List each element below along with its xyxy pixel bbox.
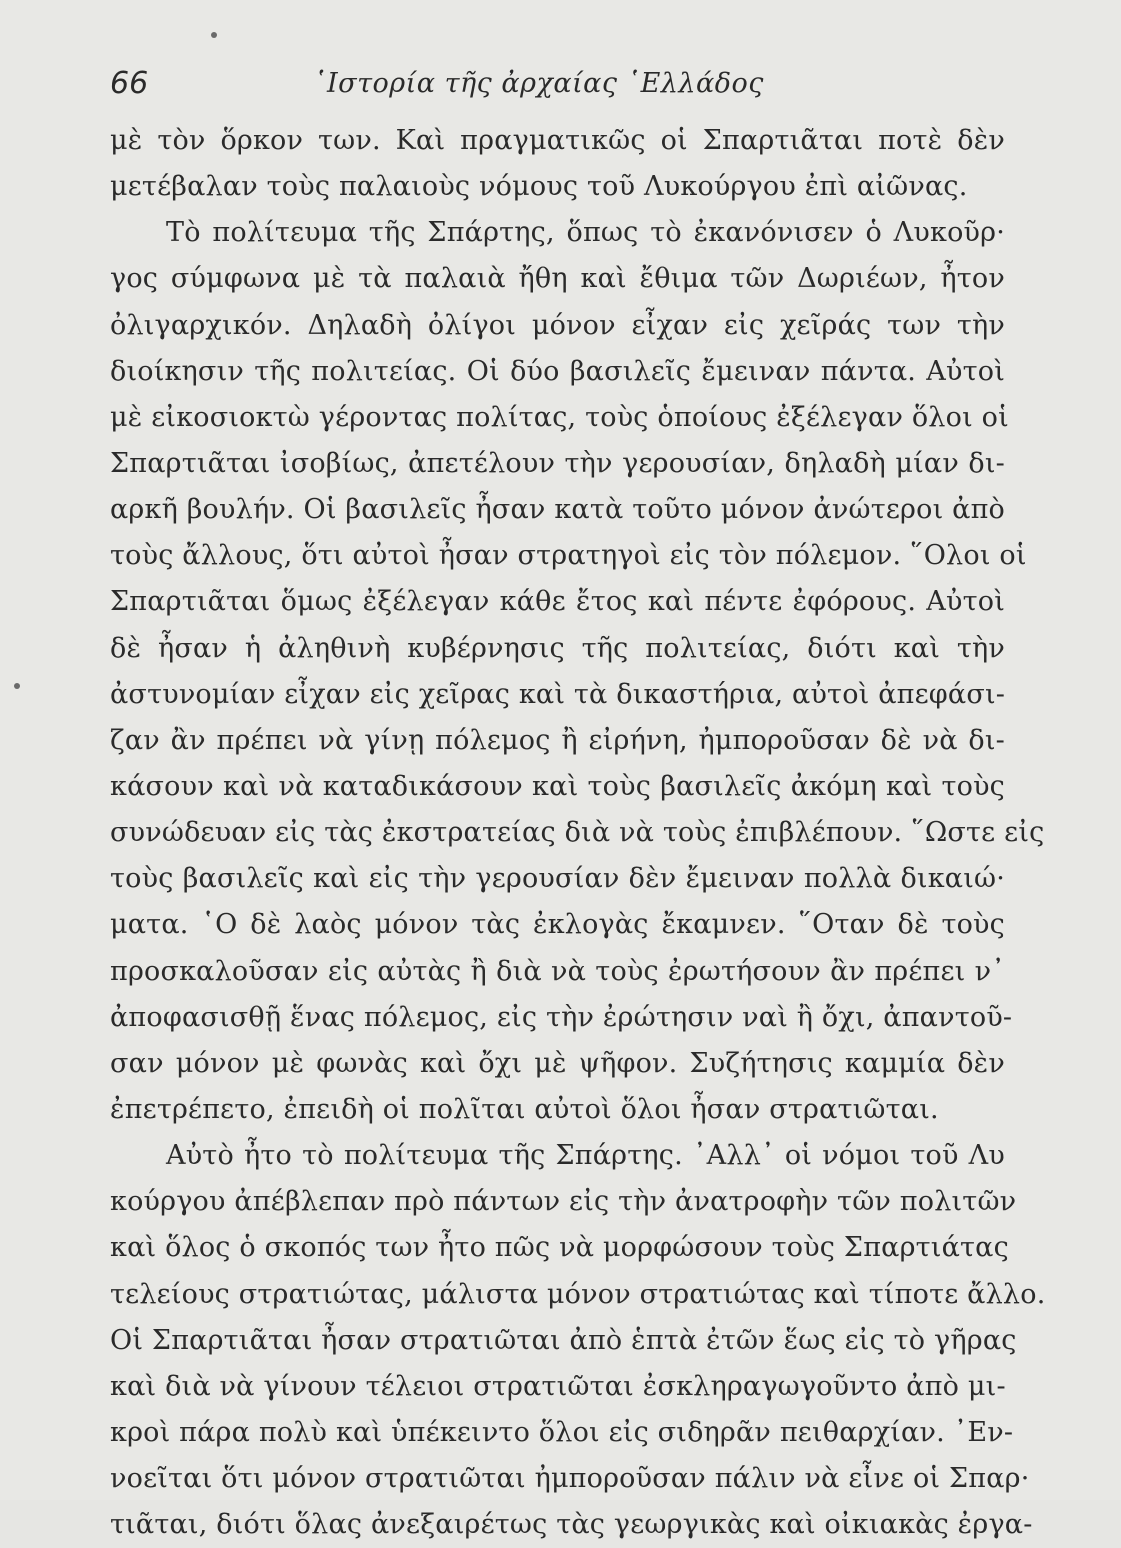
text-line: Σπαρτιᾶται ὅμως ἐξέλεγαν κάθε ἔτος καὶ πέντε ἐφόρους. Αὐτοὶ xyxy=(110,586,1005,618)
text-line: συνώδευαν εἰς τὰς ἐκστρατείας διὰ νὰ τοὺς ἐπιβλέπουν. ῞Ωστε εἰς xyxy=(110,817,1045,849)
text-line: τιᾶται, διότι ὅλας ἀνεξαιρέτως τὰς γεωργικὰς καὶ οἰκιακὰς ἐργα- xyxy=(110,1509,1033,1541)
text-line: ἀστυνομίαν εἶχαν εἰς χεῖρας καὶ τὰ δικαστήρια, αὐτοὶ ἀπεφάσι- xyxy=(110,678,1006,710)
text-line: κούργου ἀπέβλεπαν πρὸ πάντων εἰς τὴν ἀνατροφὴν τῶν πολιτῶν xyxy=(110,1186,1017,1218)
text-line: τοὺς ἄλλους, ὅτι αὐτοὶ ἦσαν στρατηγοὶ εἰς τὸν πόλεμον. ῞Ολοι οἱ xyxy=(110,540,1027,572)
print-speck xyxy=(14,683,20,689)
text-line: ματα. ῾Ο δὲ λαὸς μόνον τὰς ἐκλογὰς ἔκαμνεν. ῞Οταν δὲ τοὺς xyxy=(110,909,1005,941)
text-line: Οἱ Σπαρτιᾶται ἦσαν στρατιῶται ἀπὸ ἑπτὰ ἐτῶν ἕως εἰς τὸ γῆρας xyxy=(110,1324,1017,1356)
text-line: καὶ ὅλος ὁ σκοπός των ἦτο πῶς νὰ μορφώσουν τοὺς Σπαρτιάτας xyxy=(110,1232,1009,1264)
text-line: μὲ τὸν ὅρκον των. Καὶ πραγματικῶς οἱ Σπαρτιᾶται ποτὲ δὲν xyxy=(110,125,1005,156)
page-number: 66 xyxy=(110,66,149,101)
text-line: ἐπετρέπετο, ἐπειδὴ οἱ πολῖται αὐτοὶ ὅλοι ἦσαν στρατιῶται. xyxy=(110,1093,939,1125)
text-line: κροὶ πάρα πολὺ καὶ ὑπέκειντο ὅλοι εἰς σιδηρᾶν πειθαρχίαν. ᾽Εν- xyxy=(110,1416,1014,1448)
running-title: ῾Ιστορία τῆς ἀρχαίας ῾Ελλάδος xyxy=(313,68,764,99)
body-text xyxy=(110,118,1046,1548)
text-line: προσκαλοῦσαν εἰς αὐτὰς ἢ διὰ νὰ τοὺς ἐρωτήσουν ἂν πρέπει ν᾽ xyxy=(110,955,1005,987)
text-line: ἀποφασισθῇ ἕνας πόλεμος, εἰς τὴν ἐρώτησιν ναὶ ἢ ὄχι, ἀπαντοῦ- xyxy=(110,1001,1013,1033)
text-line: σαν μόνον μὲ φωνὰς καὶ ὄχι μὲ ψῆφον. Συζήτησις καμμία δὲν xyxy=(110,1047,1005,1079)
text-line: καὶ διὰ νὰ γίνουν τέλειοι στρατιῶται ἐσκληραγωγοῦντο ἀπὸ μι- xyxy=(110,1370,1006,1402)
text-line: Τὸ πολίτευμα τῆς Σπάρτης, ὅπως τὸ ἐκανόνισεν ὁ Λυκοῦρ· xyxy=(166,217,1005,249)
text-line: Αὐτὸ ἦτο τὸ πολίτευμα τῆς Σπάρτης. ᾽Αλλ᾽ οἱ νόμοι τοῦ Λυ xyxy=(166,1140,1005,1172)
text-line: μὲ εἰκοσιοκτὼ γέροντας πολίτας, τοὺς ὁποίους ἐξέλεγαν ὅλοι οἱ xyxy=(110,401,1009,433)
text-line: τελείους στρατιώτας, μάλιστα μόνον στρατιώτας καὶ τίποτε ἄλλο. xyxy=(110,1278,1046,1310)
text-line: Σπαρτιᾶται ἰσοβίως, ἀπετέλουν τὴν γερουσίαν, δηλαδὴ μίαν δι- xyxy=(110,447,1005,479)
page-header xyxy=(110,66,1010,106)
text-line: ζαν ἂν πρέπει νὰ γίνῃ πόλεμος ἢ εἰρήνη, ἠμποροῦσαν δὲ νὰ δι- xyxy=(110,724,1005,756)
text-line: δὲ ἦσαν ἡ ἀληθινὴ κυβέρνησις τῆς πολιτείας, διότι καὶ τὴν xyxy=(110,632,1005,664)
text-line: ὀλιγαρχικόν. Δηλαδὴ ὀλίγοι μόνον εἶχαν εἰς χεῖράς των τὴν xyxy=(110,309,1005,341)
text-line: νοεῖται ὅτι μόνον στρατιῶται ἠμποροῦσαν πάλιν νὰ εἶνε οἱ Σπαρ· xyxy=(110,1463,1030,1495)
text-line: αρκῆ βουλήν. Οἱ βασιλεῖς ἦσαν κατὰ τοῦτο μόνον ἀνώτεροι ἀπὸ xyxy=(110,494,1005,526)
text-line: κάσουν καὶ νὰ καταδικάσουν καὶ τοὺς βασιλεῖς ἀκόμη καὶ τοὺς xyxy=(110,770,1005,802)
print-speck xyxy=(211,32,217,38)
text-line: τοὺς βασιλεῖς καὶ εἰς τὴν γερουσίαν δὲν ἔμειναν πολλὰ δικαιώ· xyxy=(110,863,1005,895)
text-line: μετέβαλαν τοὺς παλαιοὺς νόμους τοῦ Λυκούργου ἐπὶ αἰῶνας. xyxy=(110,171,968,203)
text-line: γος σύμφωνα μὲ τὰ παλαιὰ ἤθη καὶ ἔθιμα τῶν Δωριέων, ἦτον xyxy=(110,263,1005,295)
text-line: διοίκησιν τῆς πολιτείας. Οἱ δύο βασιλεῖς ἔμειναν πάντα. Αὐτοὶ xyxy=(110,355,1005,387)
